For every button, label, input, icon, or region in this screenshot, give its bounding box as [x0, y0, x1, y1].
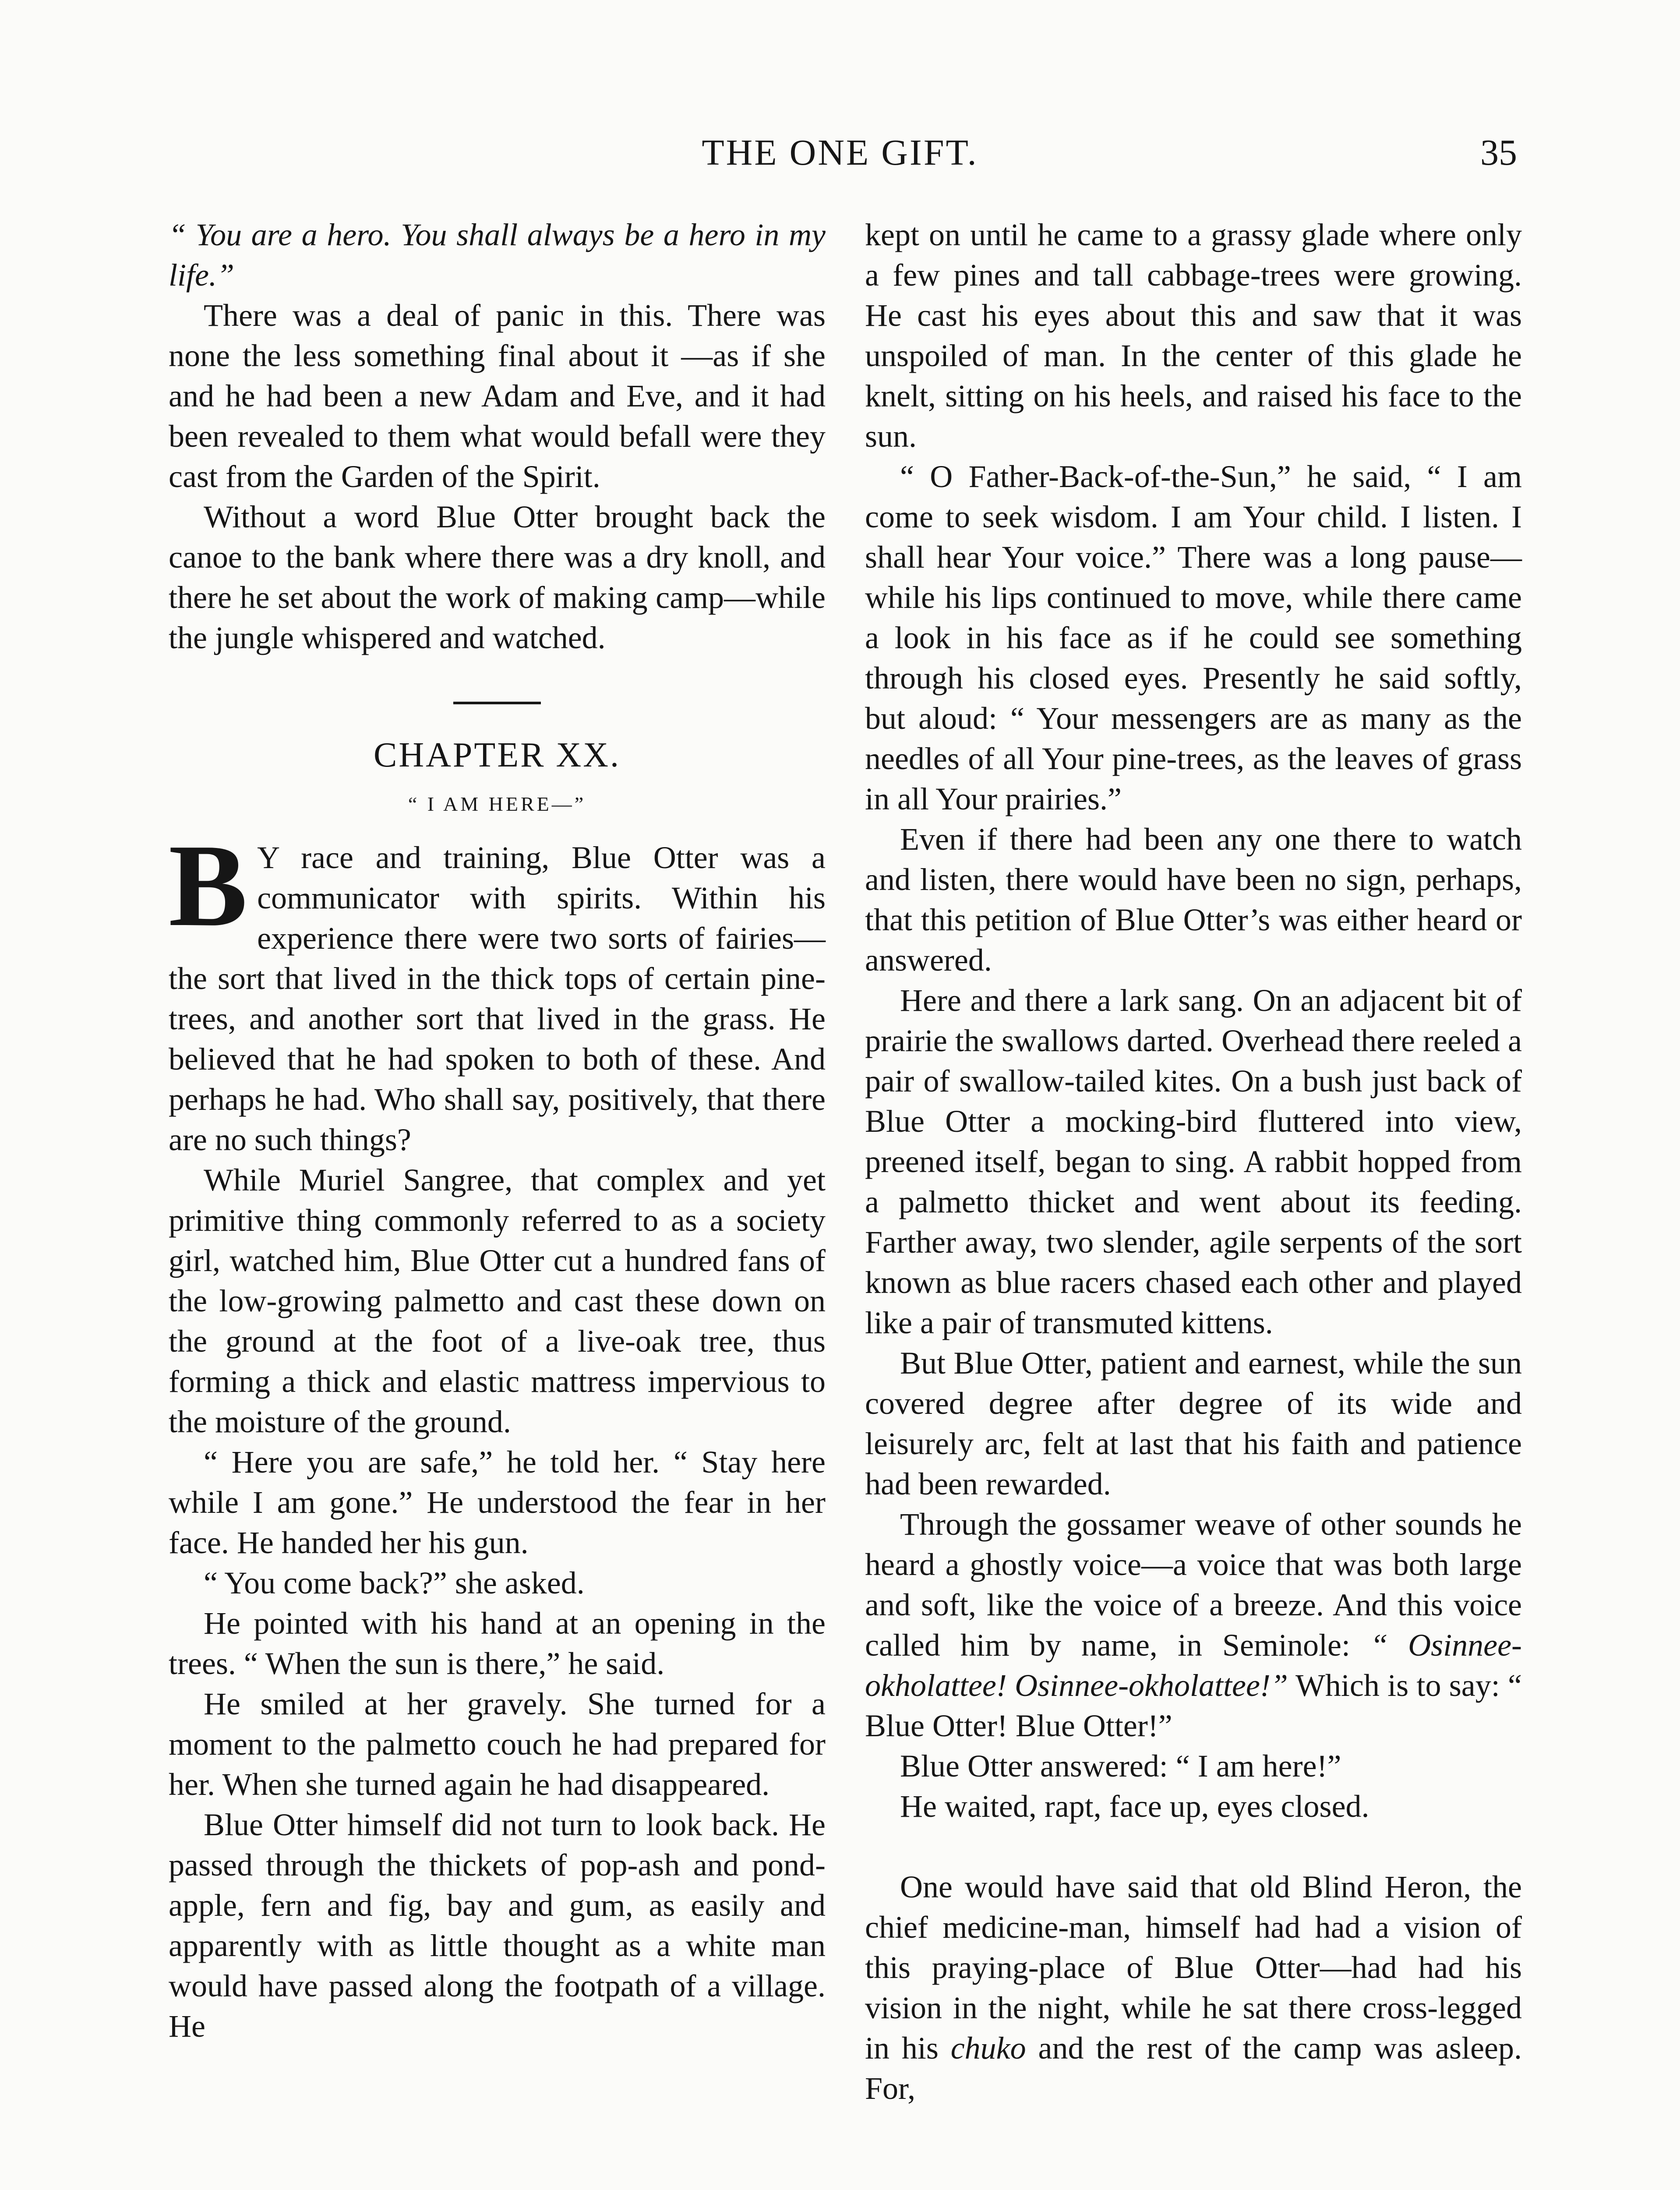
paragraph: But Blue Otter, patient and earnest, while the sun covered degree after degree of its wide and leisurely arc, felt at last that his faith and patience had been rewarded. — [865, 1346, 1522, 1501]
paragraph: kept on until he came to a grassy glade where only a few pines and tall cabbage-trees were growing. He cast his eyes about this and saw that it was unspoiled of man. In the center of this glade he knelt, sitting on his heels, and raised his face to the sun. — [865, 217, 1522, 454]
running-title: THE ONE GIFT. — [702, 132, 978, 173]
paragraph: He waited, rapt, face up, eyes closed. — [900, 1789, 1369, 1824]
paragraph: There was a deal of panic in this. There was none the less something final about it —as if she and he had been a new Adam and Eve, and it had been revealed to them what would befall were they cast from the Garden of the Spirit. — [169, 298, 826, 494]
paragraph — [865, 1504, 1522, 1746]
paragraph-text: Y race and training, Blue Otter was a communicator with spirits. Within his experience there were two sorts of fairies—the sort that lived in the thick tops of certain pine-trees, and another sort that lived in the grass. He believed that he had spoken to both of these. And perhaps he had. Who shall say, positively, that there are no such things? — [169, 840, 826, 1157]
paragraph: “ Here you are safe,” he told her. “ Stay here while I am gone.” He understood the fear in her face. He handed her his gun. — [169, 1445, 826, 1560]
paragraph — [169, 820, 826, 1160]
paragraph: Without a word Blue Otter brought back the canoe to the bank where there was a dry knoll, and there he set about the work of making camp—while the jungle whispered and watched. — [169, 499, 826, 655]
paragraph — [169, 215, 826, 295]
page-header — [0, 131, 1680, 188]
paragraph-text: One would have said that old Blind Heron, the chief medicine-man, himself had had a vision of this praying-place of Blue Otter—had had his vision in the night, while he sat there cross-legged in his — [865, 1869, 1522, 2066]
left-column — [169, 215, 826, 2046]
drop-cap: B — [169, 820, 248, 951]
paragraph: He smiled at her gravely. She turned for a moment to the palmetto couch he had prepared for her. When she turned again he had disappeared. — [169, 1686, 826, 1802]
paragraph: Blue Otter answered: “ I am here!” — [900, 1748, 1341, 1784]
paragraph: While Muriel Sangree, that complex and yet primitive thing commonly referred to as a society girl, watched him, Blue Otter cut a hundred fans of the low-growing palmetto and cast these down on the ground at the foot of a live-oak tree, thus forming a thick and elastic mattress impervious to the moisture of the ground. — [169, 1162, 826, 1439]
italic-quote: “ Osinnee-okholattee! Osinnee-okholattee!” — [865, 1628, 1522, 1703]
paragraph — [865, 1867, 1522, 2109]
paragraph: “ O Father-Back-of-the-Sun,” he said, “ I am come to seek wisdom. I am Your child. I listen. I shall hear Your voice.” There was a long pause—while his lips continued to move, while there came a look in his face as if he could see something through his closed eyes. Presently he said softly, but aloud: “ Your messengers are as many as the needles of all Your pine-trees, as the leaves of grass in all Your prairies.” — [865, 459, 1522, 816]
paragraph: Even if there had been any one there to watch and listen, there would have been no sign, perhaps, that this petition of Blue Otter’s was either heard or answered. — [865, 822, 1522, 978]
paragraph: “ You come back?” she asked. — [204, 1565, 585, 1600]
chapter-subtitle: “ I AM HERE—” — [408, 793, 586, 815]
paragraph-text: Through the gossamer weave of other sounds he heard a ghostly voice—a voice that was both large and soft, like the voice of a breeze. And this voice called him by name, in Seminole: — [865, 1507, 1522, 1663]
page-number: 35 — [1480, 132, 1517, 173]
paragraph: Blue Otter himself did not turn to look back. He passed through the thickets of pop-ash and pond-apple, fern and fig, bay and gum, as easily and apparently with as little thought as a white man would have passed along the footpath of a village. He — [169, 1807, 826, 2044]
right-column — [865, 215, 1522, 2109]
chapter-title: CHAPTER XX. — [373, 736, 621, 774]
italic-word: chuko — [950, 2031, 1026, 2066]
paragraph-text: Which is to say: “ Blue Otter! Blue Otter!” — [865, 1668, 1522, 1743]
paragraph: He pointed with his hand at an opening in the trees. “ When the sun is there,” he said. — [169, 1606, 826, 1681]
paragraph: Here and there a lark sang. On an adjacent bit of prairie the swallows darted. Overhead there reeled a pair of swallow-tailed kites. On a bush just back of Blue Otter a mocking-bird fluttered into view, preened itself, began to sing. A rabbit hopped from a palmetto thicket and went about its feeding. Farther away, two slender, agile serpents of the sort known as blue racers chased each other and played like a pair of transmuted kittens. — [865, 983, 1522, 1340]
paragraph-text: and the rest of the camp was asleep. For, — [865, 2031, 1522, 2106]
section-divider — [453, 702, 541, 704]
italic-quote: “ You are a hero. You shall always be a hero in my life.” — [169, 217, 826, 293]
section-gap — [865, 1826, 1522, 1867]
